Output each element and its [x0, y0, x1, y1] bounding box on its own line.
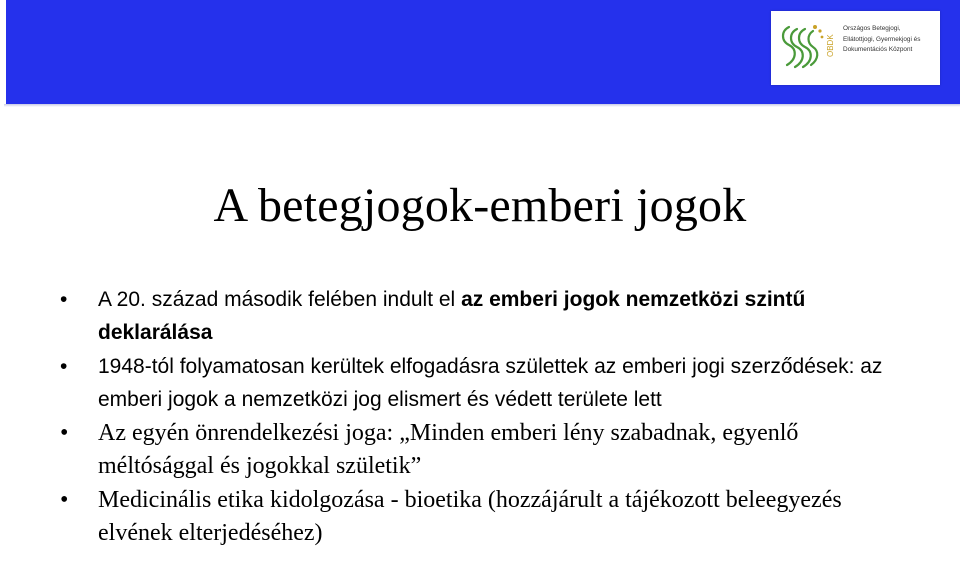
bullet-item [60, 350, 900, 416]
bullet-item [60, 484, 900, 550]
bullet-item [60, 283, 900, 349]
bullet-text: 1948-tól folyamatosan kerültek elfogadásra születtek az emberi jogi szerződések: az emberi jogok a nemzetközi jog elismert és védett területe lett [98, 355, 883, 411]
banner-divider [4, 104, 960, 107]
bullet-bold-text: az emberi jogok nemzetközi szintű deklarálása [98, 288, 806, 344]
bullet-text: Medicinális etika kidolgozása - bioetika (hozzájárult a tájékozott beleegyezés elvének elterjedéséhez) [98, 487, 842, 546]
svg-text:OBDK: OBDK [826, 34, 835, 57]
slide-title: A betegjogok-emberi jogok [213, 179, 747, 232]
bullet-list [60, 283, 900, 551]
logo-line: Dokumentációs Központ [843, 46, 913, 53]
logo-line: Ellátottjogi, Gyermekjogi és [843, 35, 921, 43]
organization-logo [771, 11, 940, 85]
bullet-text: A 20. század második felében indult el [98, 288, 456, 311]
obdk-logo-icon [775, 17, 841, 79]
bullet-item [60, 417, 900, 483]
bullet-text: Az egyén önrendelkezési joga: „Minden emberi lény szabadnak, egyenlő méltósággal és jogokkal születik” [98, 420, 799, 479]
logo-line: Országos Betegjogi, [843, 25, 901, 32]
logo-text [843, 24, 920, 56]
